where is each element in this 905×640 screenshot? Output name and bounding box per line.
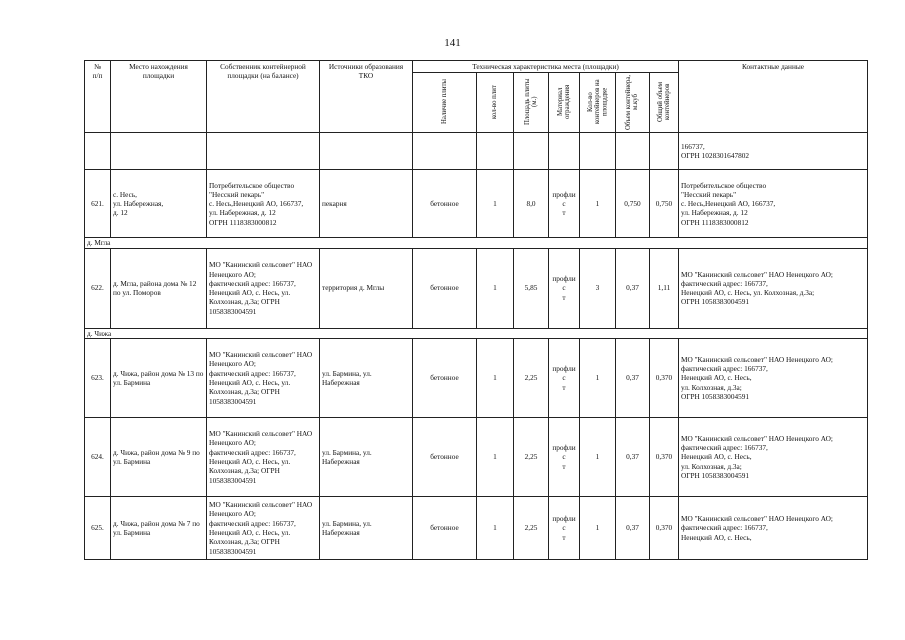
fence-cell: профлис т <box>549 496 580 559</box>
contact-cell: МО "Канинский сельсовет" НАО Ненецкого АО; фактический адрес: 166737, Ненецкий АО, с. Несь, <box>679 496 868 559</box>
contact-cell: МО "Канинский сельсовет" НАО Ненецкого АО; фактический адрес: 166737, Ненецкий АО, с. Несь, ул. Колхозная, д.3а; ОГРН 1058383004591 <box>679 417 868 496</box>
source-cell: ул. Бармина, ул. Набережная <box>320 496 413 559</box>
owner-cell: МО "Канинский сельсовет" НАО Ненецкого АО; фактический адрес: 166737, Ненецкий АО, с. Несь, ул. Колхозная, д.3а; ОГРН 1058383004591 <box>207 248 320 328</box>
contact-cell: 166737, ОГРН 1028301647802 <box>679 133 868 170</box>
page-number: 141 <box>444 37 461 49</box>
slab-cell: бетонное <box>413 496 477 559</box>
contact-cell: МО "Канинский сельсовет" НАО Ненецкого АО; фактический адрес: 166737, Ненецкий АО, с. Несь, ул. Колхозная, д.3а; ОГРН 1058383004591 <box>679 248 868 328</box>
slab-cell: бетонное <box>413 417 477 496</box>
slab-cell: бетонное <box>413 338 477 417</box>
area-cell: 2,25 <box>514 338 549 417</box>
fence-cell: профлис т <box>549 338 580 417</box>
total-cell: 1,11 <box>650 248 679 328</box>
volume-cell: 0,37 <box>616 417 650 496</box>
area-cell: 2,25 <box>514 496 549 559</box>
area-cell: 2,25 <box>514 417 549 496</box>
owner-cell: МО "Канинский сельсовет" НАО Ненецкого АО; фактический адрес: 166737, Ненецкий АО, с. Несь, ул. Колхозная, д.3а; ОГРН 1058383004591 <box>207 496 320 559</box>
header-sources: Источники образования ТКО <box>320 61 413 133</box>
table-row <box>85 417 868 496</box>
volume-cell: 0,750 <box>616 170 650 238</box>
row-num: 625. <box>85 496 111 559</box>
slab-count-cell: 1 <box>477 248 514 328</box>
row-num: 623. <box>85 338 111 417</box>
volume-cell: 0,37 <box>616 496 650 559</box>
slab-cell: бетонное <box>413 248 477 328</box>
header-contacts: Контактные данные <box>679 61 868 133</box>
source-cell: ул. Бармина, ул. Набережная <box>320 338 413 417</box>
owner-cell: МО "Канинский сельсовет" НАО Ненецкого АО; фактический адрес: 166737, Ненецкий АО, с. Несь, ул. Колхозная, д.3а; ОГРН 1058383004591 <box>207 417 320 496</box>
source-cell: территория д. Мглы <box>320 248 413 328</box>
cont-count-cell: 1 <box>580 496 616 559</box>
owner-cell: Потребительское общество "Несский пекарь" с. Несь,Ненецкий АО, 166737, ул. Набережная, д. 12 ОГРН 1118383000812 <box>207 170 320 238</box>
total-cell: 0,370 <box>650 496 679 559</box>
slab-cell: бетонное <box>413 170 477 238</box>
header-owner: Собственник контейнерной площадки (на балансе) <box>207 61 320 133</box>
table-row <box>85 248 868 328</box>
table-row <box>85 496 868 559</box>
cont-count-cell: 1 <box>580 338 616 417</box>
row-num: 622. <box>85 248 111 328</box>
header-fence: Материал ограждения <box>549 73 580 133</box>
row-num: 624. <box>85 417 111 496</box>
area-cell: 5,85 <box>514 248 549 328</box>
section-title: д. Мгла <box>85 238 868 248</box>
total-cell: 0,750 <box>650 170 679 238</box>
header-row <box>85 61 868 73</box>
place-cell: д. Чижа, район дома № 7 по ул. Бармина <box>111 496 207 559</box>
cont-count-cell: 3 <box>580 248 616 328</box>
owner-cell: МО "Канинский сельсовет" НАО Ненецкого АО; фактический адрес: 166737, Ненецкий АО, с. Несь, ул. Колхозная, д.3а; ОГРН 1058383004591 <box>207 338 320 417</box>
place-cell: с. Несь, ул. Набережная, д. 12 <box>111 170 207 238</box>
header-area: Площадь плиты (м.) <box>514 73 549 133</box>
place-cell: д. Мгла, района дома № 12 по ул. Поморов <box>111 248 207 328</box>
section-row <box>85 238 868 248</box>
header-volume: Объем контейнера, м.куб <box>616 73 650 133</box>
slab-count-cell: 1 <box>477 496 514 559</box>
header-num: № п/п <box>85 61 111 133</box>
volume-cell: 0,37 <box>616 248 650 328</box>
place-cell: д. Чижа, район дома № 13 по ул. Бармина <box>111 338 207 417</box>
header-place: Место нахождения площадки <box>111 61 207 133</box>
total-cell: 0,370 <box>650 417 679 496</box>
volume-cell: 0,37 <box>616 338 650 417</box>
fence-cell: профлис т <box>549 248 580 328</box>
section-title: д. Чижа <box>85 328 868 338</box>
fence-cell: профлис т <box>549 417 580 496</box>
contact-cell: МО "Канинский сельсовет" НАО Ненецкого АО; фактический адрес: 166737, Ненецкий АО, с. Несь, ул. Колхозная, д.3а; ОГРН 1058383004591 <box>679 338 868 417</box>
source-cell: пекарня <box>320 170 413 238</box>
table-row <box>85 133 868 170</box>
slab-count-cell: 1 <box>477 417 514 496</box>
header-total: Общий объем контейнеров <box>650 73 679 133</box>
cont-count-cell: 1 <box>580 417 616 496</box>
place-cell: д. Чижа, район дома № 9 по ул. Бармина <box>111 417 207 496</box>
row-num: 621. <box>85 170 111 238</box>
slab-count-cell: 1 <box>477 170 514 238</box>
header-slab-count: кол-во плит <box>477 73 514 133</box>
source-cell: ул. Бармина, ул. Набережная <box>320 417 413 496</box>
area-cell: 8,0 <box>514 170 549 238</box>
section-row <box>85 328 868 338</box>
header-cont-count: Кол-во контейнеров на площадке <box>580 73 616 133</box>
slab-count-cell: 1 <box>477 338 514 417</box>
contact-cell: Потребительское общество "Несский пекарь" с. Несь,Ненецкий АО, 166737, ул. Набережная, д. 12 ОГРН 1118383000812 <box>679 170 868 238</box>
total-cell: 0,370 <box>650 338 679 417</box>
container-sites-table <box>84 60 868 560</box>
cont-count-cell: 1 <box>580 170 616 238</box>
header-slab: Наличие плиты <box>413 73 477 133</box>
header-tech: Техническая характеристика места (площадки) <box>413 61 679 73</box>
table-row <box>85 338 868 417</box>
fence-cell: профлис т <box>549 170 580 238</box>
table-row <box>85 170 868 238</box>
